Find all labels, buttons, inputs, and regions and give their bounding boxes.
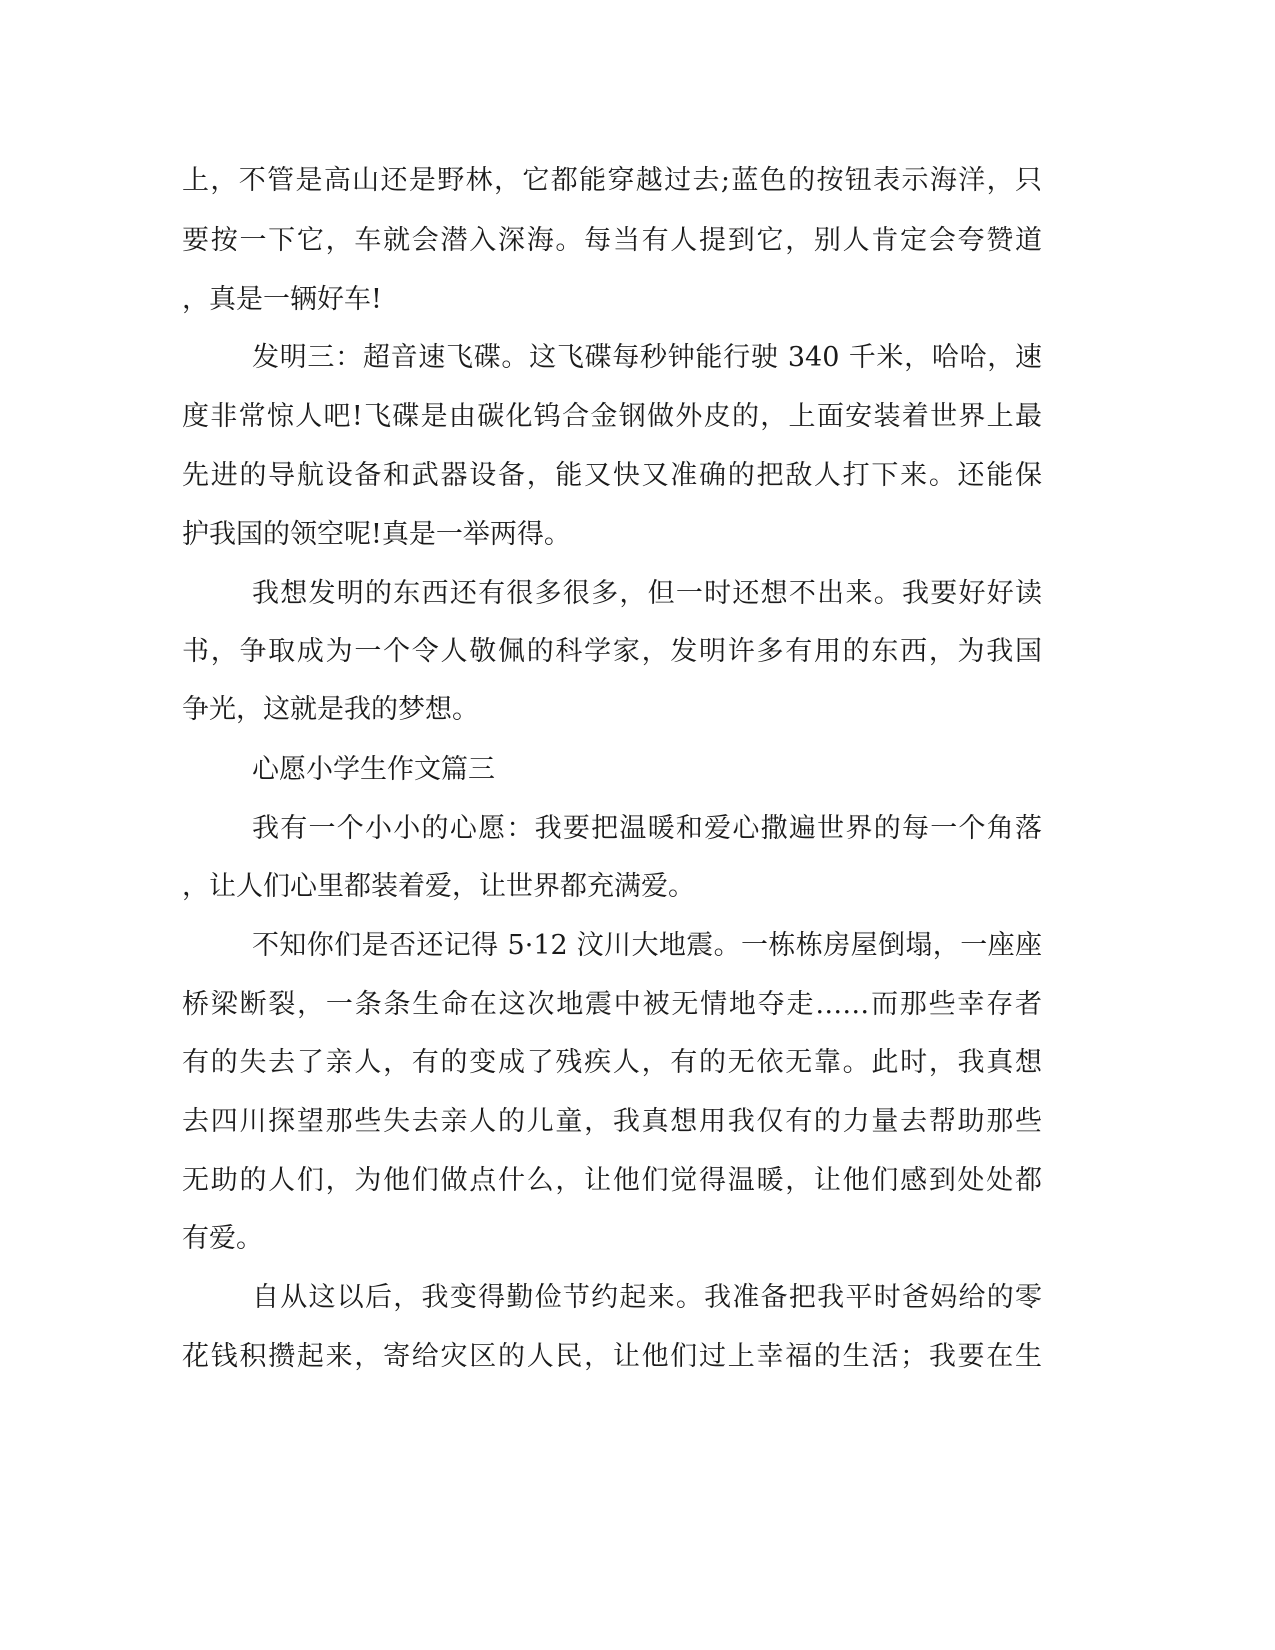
- text-line: 先进的导航设备和武器设备，能又快又准确的把敌人打下来。还能保: [182, 460, 1042, 491]
- text-line: 护我国的领空呢!真是一举两得。: [182, 519, 571, 550]
- text-line: ，让人们心里都装着爱，让世界都充满爱。: [182, 871, 695, 902]
- text-line: 去四川探望那些失去亲人的儿童，我真想用我仅有的力量去帮助那些: [182, 1106, 1042, 1137]
- section-heading: 心愿小学生作文篇三: [252, 754, 495, 785]
- text-line: 争光，这就是我的梦想。: [182, 694, 479, 725]
- text-line: 不知你们是否还记得 5·12 汶川大地震。一栋栋房屋倒塌，一座座: [252, 930, 1042, 961]
- text-line: 发明三：超音速飞碟。这飞碟每秒钟能行驶 340 千米，哈哈，速: [252, 342, 1042, 373]
- text-line: 有爱。: [182, 1223, 263, 1254]
- text-line: 我想发明的东西还有很多很多，但一时还想不出来。我要好好读: [252, 578, 1042, 609]
- text-line: 书，争取成为一个令人敬佩的科学家，发明许多有用的东西，为我国: [182, 636, 1042, 667]
- text-line: 无助的人们，为他们做点什么，让他们觉得温暖，让他们感到处处都: [182, 1165, 1042, 1196]
- text-line: 上，不管是高山还是野林，它都能穿越过去;蓝色的按钮表示海洋，只: [182, 165, 1042, 196]
- text-line: 自从这以后，我变得勤俭节约起来。我准备把我平时爸妈给的零: [252, 1282, 1042, 1313]
- text-line: 度非常惊人吧!飞碟是由碳化钨合金钢做外皮的，上面安装着世界上最: [182, 401, 1042, 432]
- text-line: 花钱积攒起来，寄给灾区的人民，让他们过上幸福的生活；我要在生: [182, 1341, 1042, 1372]
- text-line: 我有一个小小的心愿：我要把温暖和爱心撒遍世界的每一个角落: [252, 813, 1042, 844]
- text-line: 要按一下它，车就会潜入深海。每当有人提到它，别人肯定会夸赞道: [182, 225, 1042, 256]
- text-line: ，真是一辆好车!: [182, 284, 382, 315]
- text-line: 有的失去了亲人，有的变成了残疾人，有的无依无靠。此时，我真想: [182, 1047, 1042, 1078]
- text-line: 桥梁断裂，一条条生命在这次地震中被无情地夺走……而那些幸存者: [182, 989, 1042, 1020]
